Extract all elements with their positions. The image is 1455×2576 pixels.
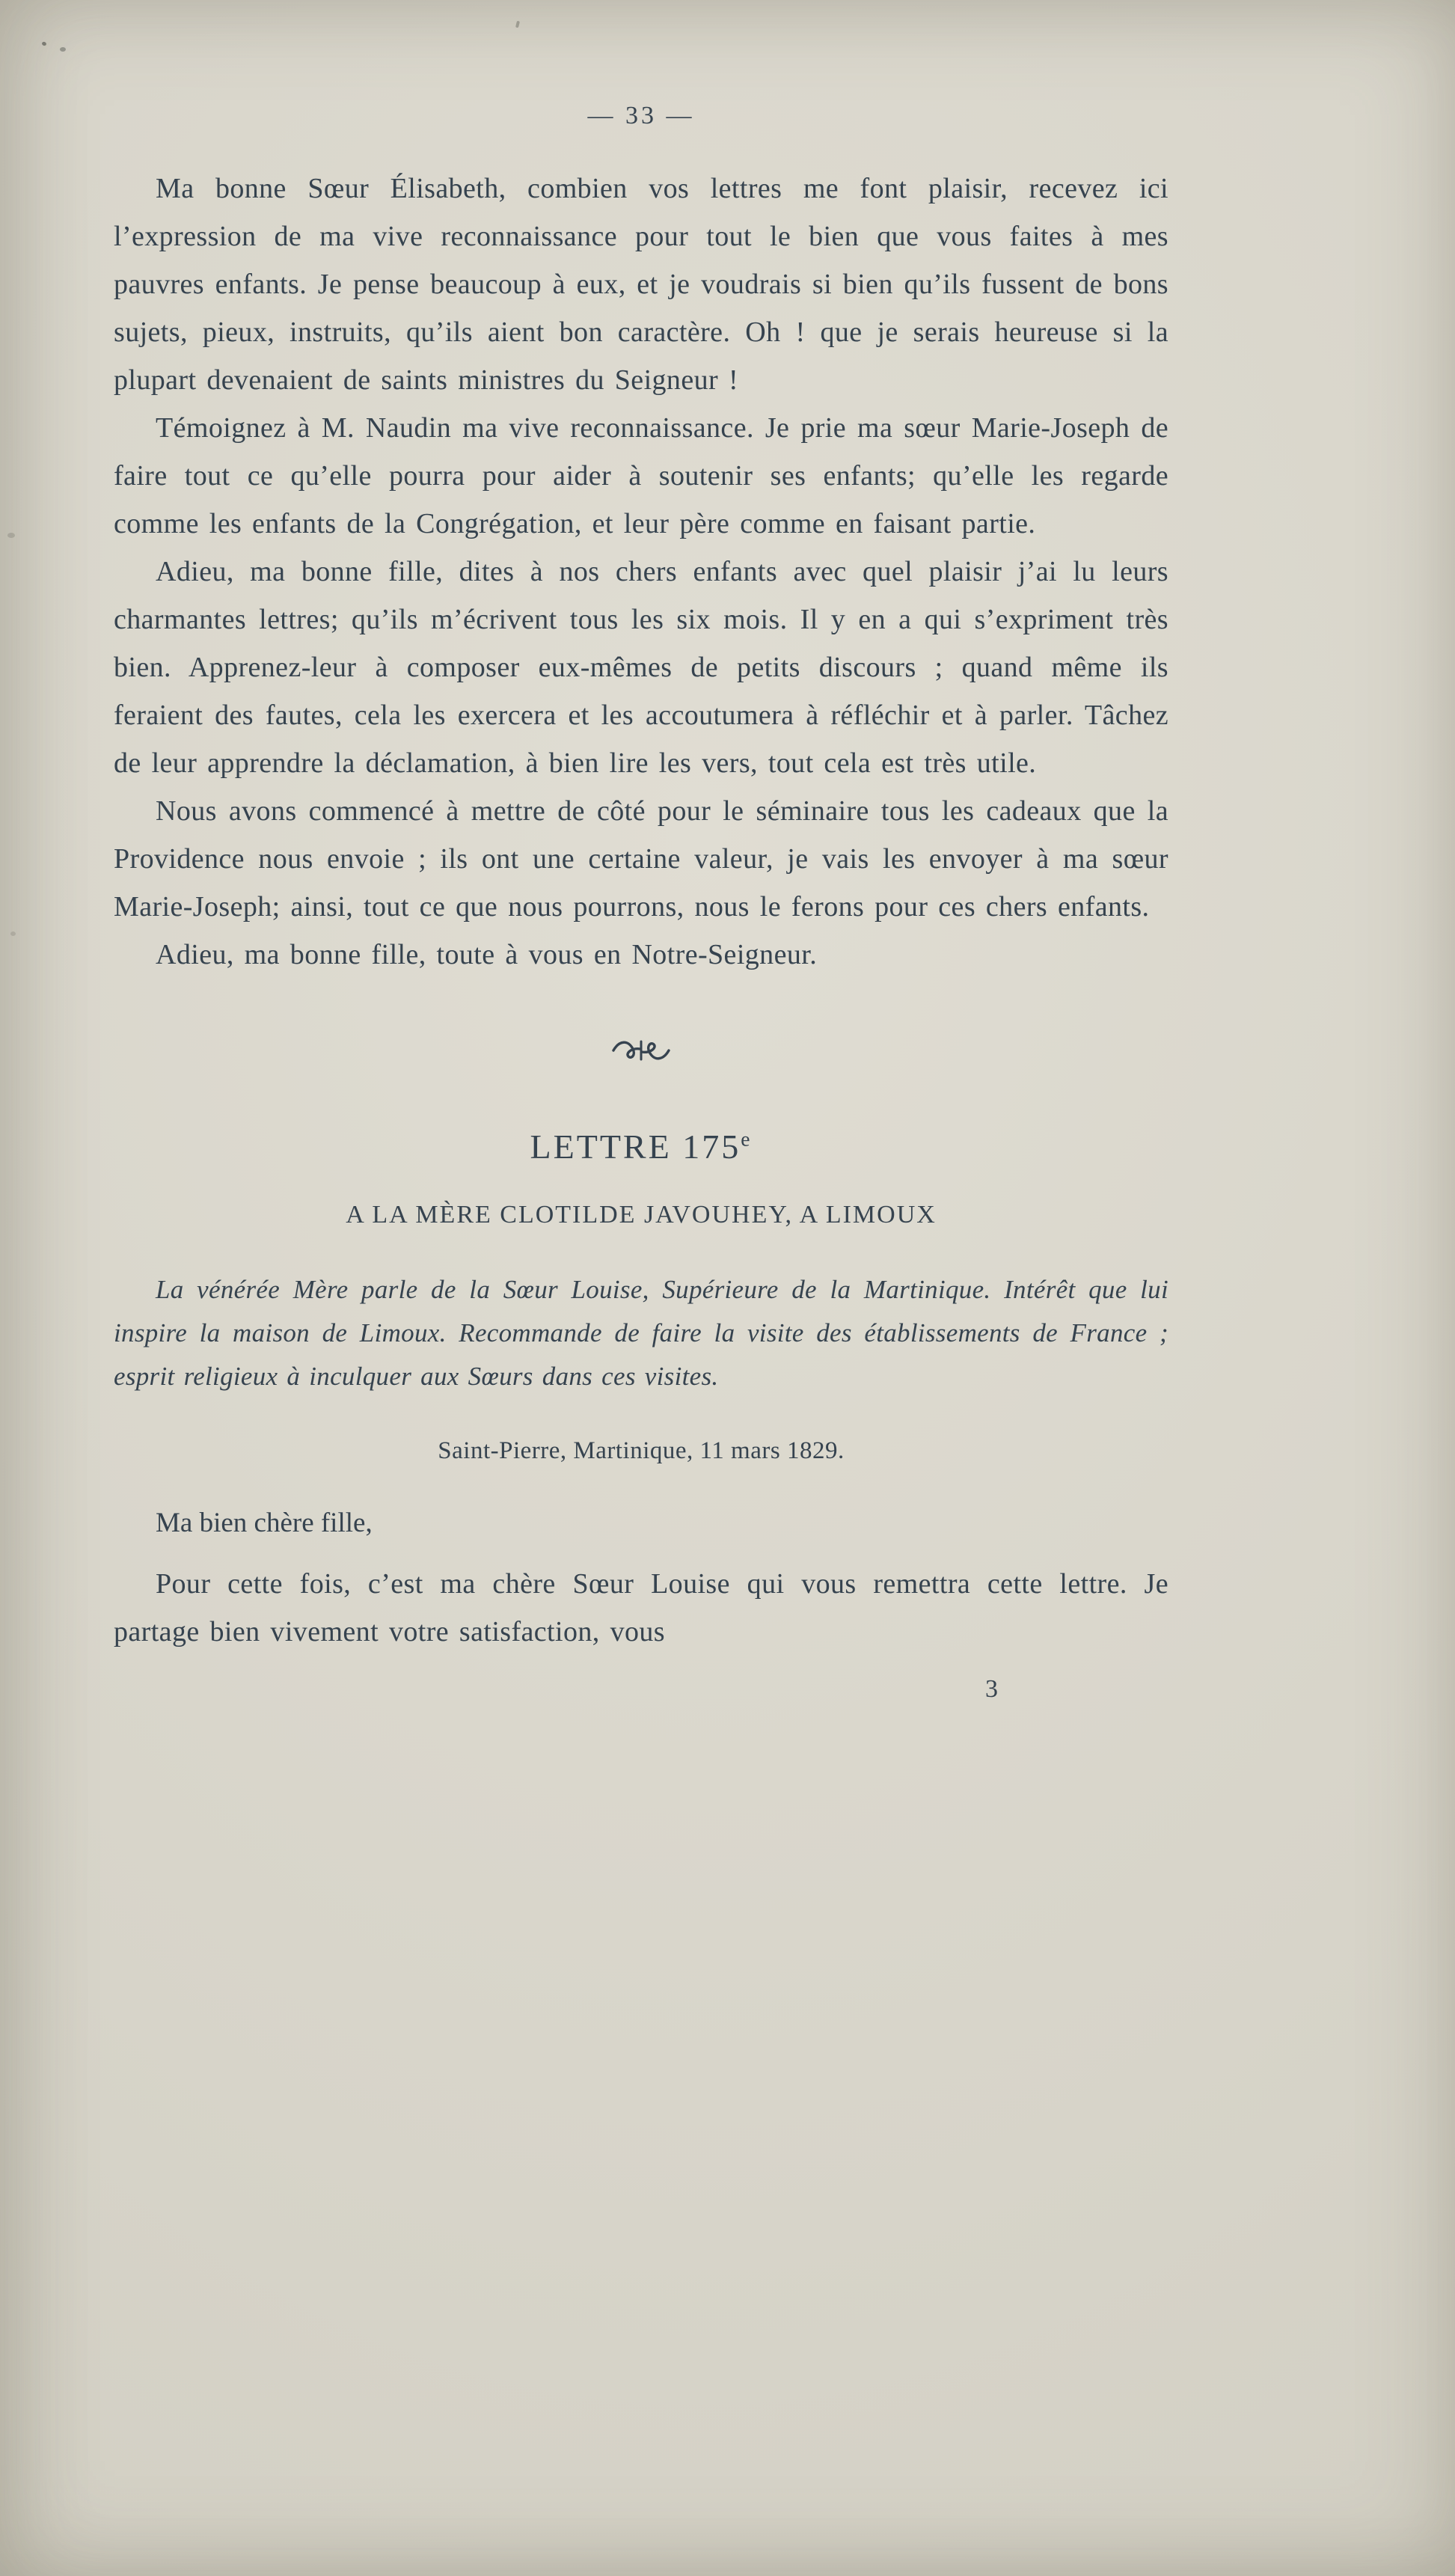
scan-speck — [41, 41, 46, 46]
letter-paragraph: Pour cette fois, c’est ma chère Sœur Louise qui vous remettra cette lettre. Je partage bien vivement votre satisfaction, vous — [114, 1568, 1168, 1648]
page-content — [114, 102, 1168, 1704]
scan-speck — [7, 533, 15, 538]
letter-salutation: Ma bien chère fille, — [156, 1508, 373, 1538]
letter-summary: La vénérée Mère parle de la Sœur Louise, Supérieure de la Martinique. Intérêt que lui inspire la maison de Limoux. Recommande de faire la visite des établissements de France ; esprit religieux à inculquer aux Sœurs dans ces visites. — [114, 1275, 1168, 1391]
page-signature-number: 3 — [985, 1675, 998, 1703]
letter-title-superscript: e — [741, 1127, 753, 1151]
fleuron-icon — [609, 1034, 673, 1065]
letter-closing-line: Adieu, ma bonne fille, toute à vous en Notre-Seigneur. — [156, 939, 818, 970]
page-number: — 33 — — [587, 102, 695, 129]
letter-paragraph: Ma bonne Sœur Élisabeth, combien vos lettres me font plaisir, recevez ici l’expression de ma vive reconnaissance pour tout le bien que vous faites à mes pauvres enfants. Je pense beaucoup à eux, et je voudrais si bien qu’ils fussent de bons sujets, pieux, instruits, qu’ils aient bon caractère. Oh ! que je serais heureuse si la plupart devenaient de saints ministres du Seigneur ! — [114, 173, 1168, 396]
letter-paragraph: Nous avons commencé à mettre de côté pour le séminaire tous les cadeaux que la Providence nous envoie ; ils ont une certaine valeur, je vais les envoyer à ma sœur Marie-Joseph; ainsi, tout ce que nous pourrons, nous le ferons pour ces chers enfants. — [114, 795, 1168, 923]
scan-speck — [60, 47, 66, 52]
letter-paragraph: Témoignez à M. Naudin ma vive reconnaissance. Je prie ma sœur Marie-Joseph de faire tout ce qu’elle pourra pour aider à soutenir ses enfants; qu’elle les regarde comme les enfants de la Congrégation, et leur père comme en faisant partie. — [114, 412, 1168, 539]
letter-paragraph: Adieu, ma bonne fille, dites à nos chers enfants avec quel plaisir j’ai lu leurs charmantes lettres; qu’ils m’écrivent tous les six mois. Il y en a qui s’expriment très bien. Apprenez-leur à composer eux-mêmes de petits discours ; quand même ils feraient des fautes, cela les exercera et les accoutumera à réfléchir et à parler. Tâchez de leur apprendre la déclamation, à bien lire les vers, tout cela est très utile. — [114, 556, 1168, 779]
section-divider — [114, 1034, 1168, 1065]
letter-recipient: A LA MÈRE CLOTILDE JAVOUHEY, A LIMOUX — [346, 1201, 937, 1229]
letter-title-text: LETTRE 175 — [530, 1128, 741, 1166]
letter-title — [114, 1127, 1168, 1166]
letter-dateline: Saint-Pierre, Martinique, 11 mars 1829. — [438, 1437, 845, 1464]
scan-speck — [515, 21, 520, 28]
scan-speck — [10, 931, 16, 936]
